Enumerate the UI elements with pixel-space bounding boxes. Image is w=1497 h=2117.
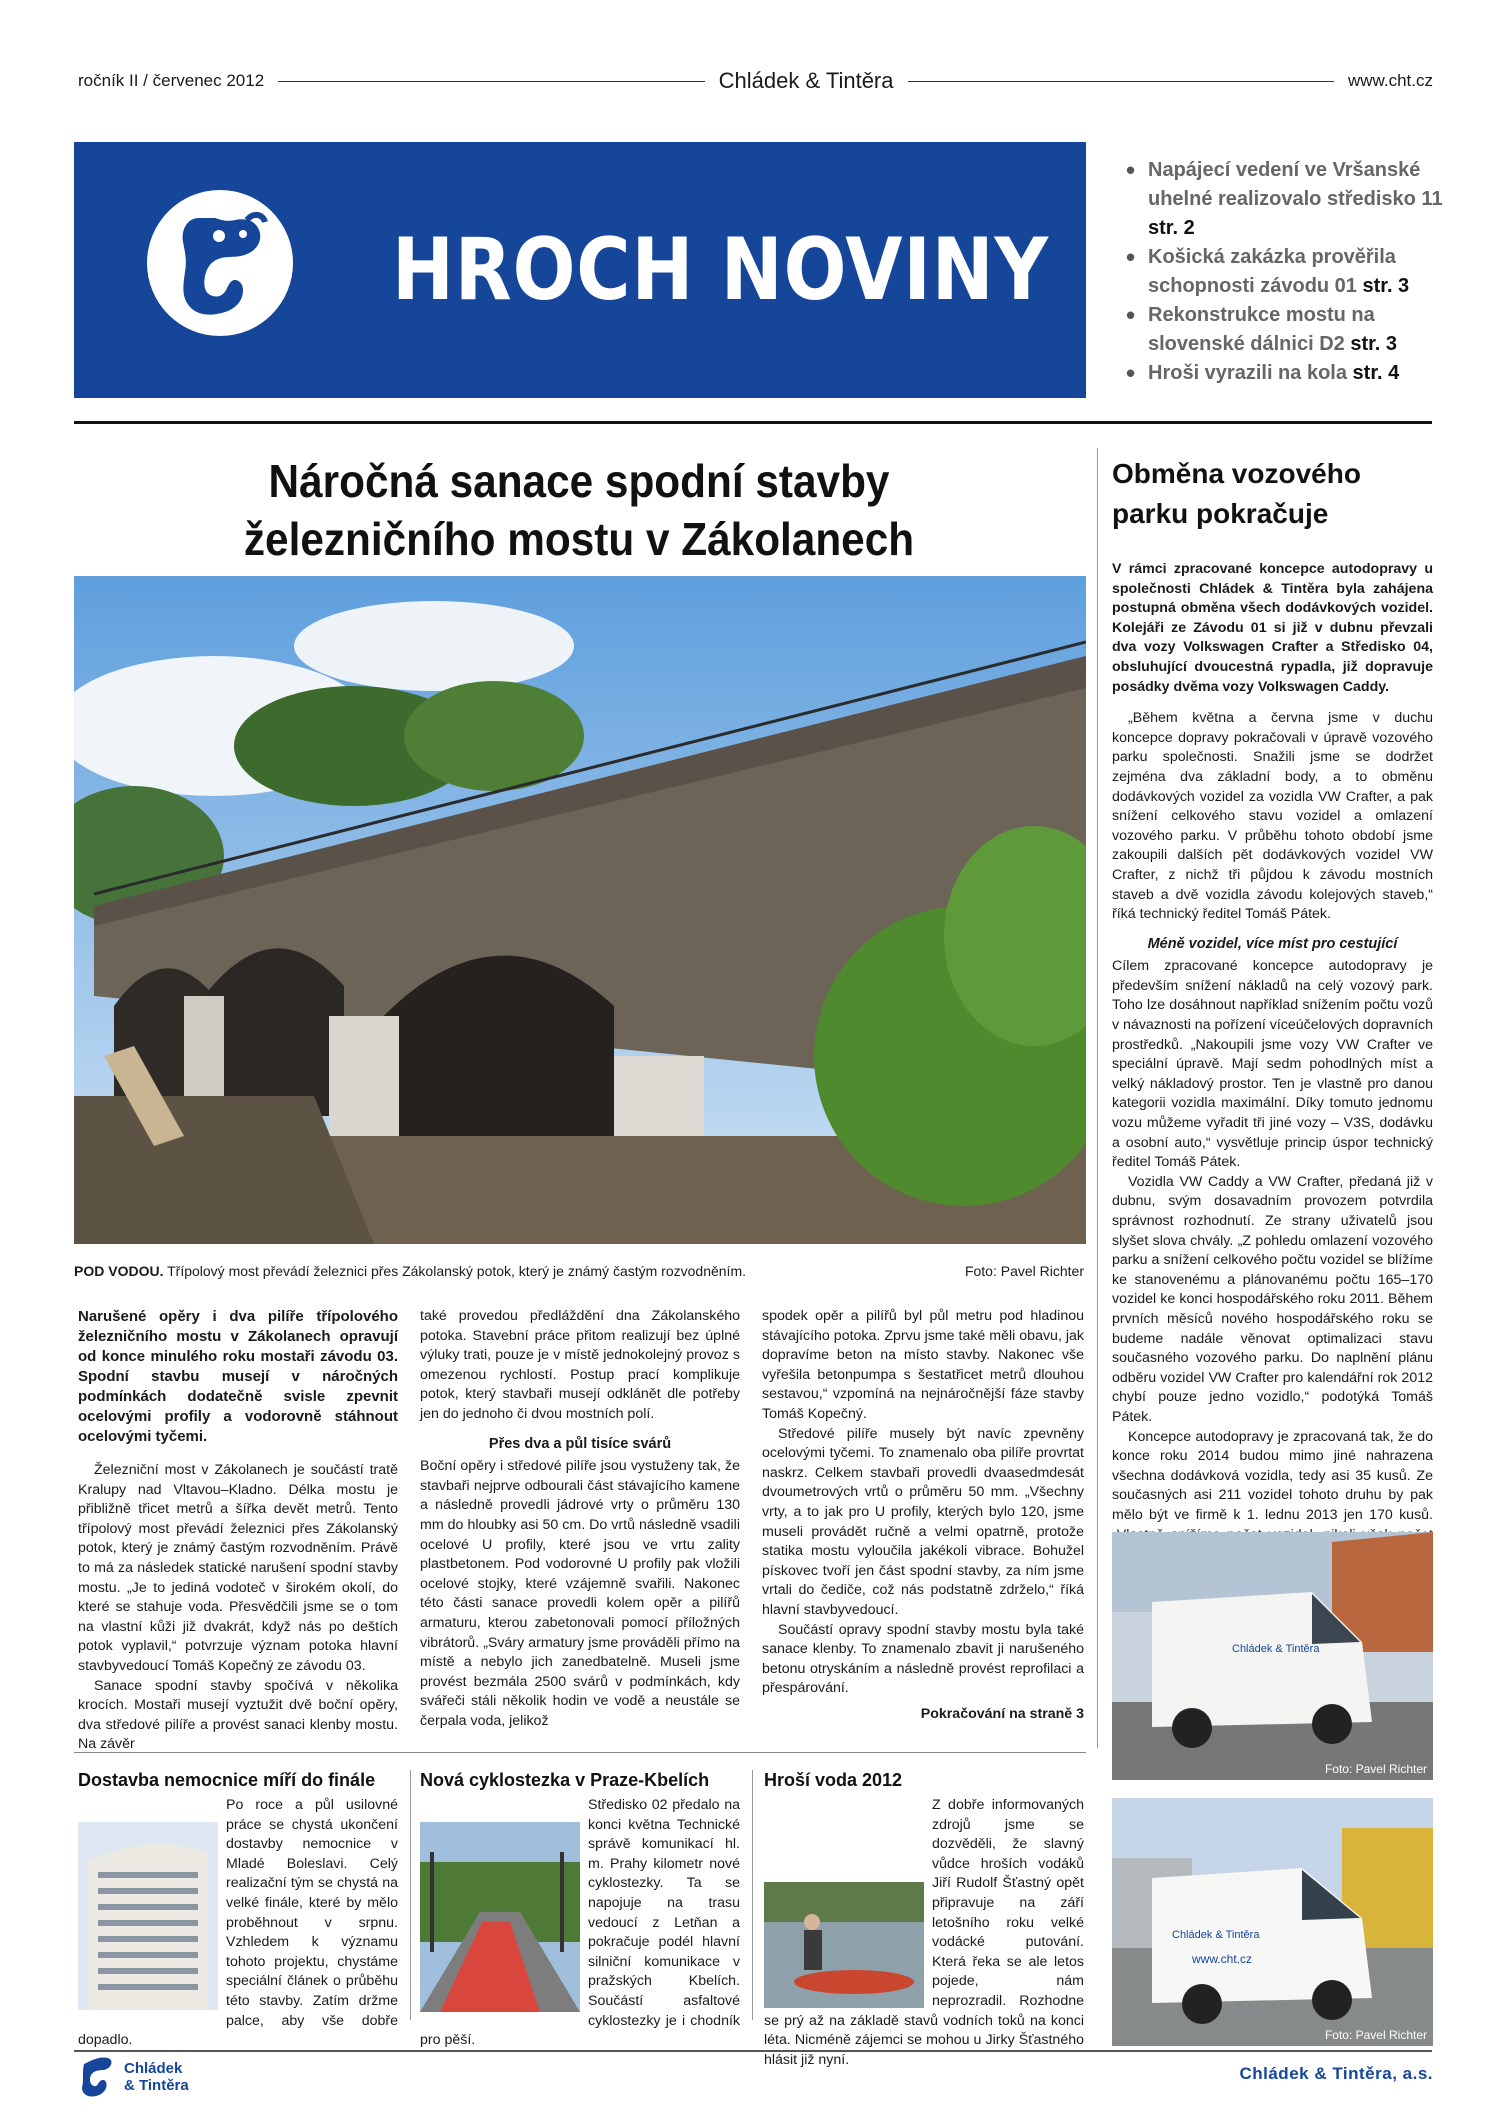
hospital-text: Po roce a půl usilovné práce se chystá ukončení dostavby nemocnice v Mladé Boleslavi. Celý realizační tým se chystá na velké finále, které by mělo proběhnout v srpnu. Vzhledem k významu tohoto projektu, chystáme speciální článek o průběhu této stavby. Zatím držme palce, aby vše dobře dopadlo. [78, 1797, 398, 2049]
toc-list [1118, 156, 1448, 388]
toc-item[interactable]: • Košická zakázka prověřila schopnosti závodu 01 str. 3 [1118, 243, 1448, 301]
sidebar-intro: V rámci zpracované koncepce autodopravy u společnosti Chládek & Tintěra byla zahájena postupná obměna všech dodávkových vozidel. Kolejáři ze Závodu 01 si již v dubnu převzali dva vozy Volkswagen Crafter a Středisko 04, obsluhující dvoucestná rypadla, již dopravuje posádky dvěma vozy Volkswagen Caddy. [1112, 561, 1433, 695]
footer-logo-text: Chládek & Tintěra [124, 2060, 189, 2094]
website-link[interactable]: www.cht.cz [1347, 71, 1433, 90]
van-url: www.cht.cz [1192, 1952, 1253, 1966]
column-rule [1097, 448, 1098, 1748]
paragraph: Součástí opravy spodní stavby mostu byla také sanace klenby. To znamenalo zbavit ji narušeného betonu otryskáním a následně provést reprofilaci a přespárování. [762, 1621, 1084, 1697]
toc-item[interactable]: • Rekonstrukce mostu na slovenské dálnici D2 str. 3 [1118, 301, 1448, 359]
divider [278, 81, 704, 82]
footer-logo [78, 2056, 189, 2098]
paragraph: Boční opěry i středové pilíře jsou vystuženy tak, že stavbaři nejprve odbourali část stávajícího kamene a následně provedli jádrové vrty o průměru 130 mm do hloubky asi 50 cm. Do vrtů následně vsadili ocelové U profily, které jsou ve vrtu zality plastbetonem. Pod vodorovné U profily pak vložili ocelové stojky, které vzájemně svařili. Nakonec této části sanace provedli kolem opěr a pilířů armaturu, kterou zabetonovali pomocí příložných vibrátorů. „Sváry armatury jsme prováděli přímo na místě a nebylo jich zanedbatelně. Museli jsme provést bezmála 2500 svárů v podmínkách, kdy svářeči stáli několik hodin ve vodě a neustále se čerpala voda, jelikož [420, 1458, 740, 1729]
masthead [74, 142, 1086, 398]
toc-page: str. 4 [1352, 362, 1400, 384]
lead-headline: Náročná sanace spodní stavby železničního mostu v Zákolanech [243, 455, 915, 565]
section-rule [74, 421, 1432, 424]
bridge-photo [74, 576, 1086, 1244]
footer-rule [74, 2050, 1432, 2052]
lead-column-1 [78, 1307, 398, 1755]
hippo-water-text: Z dobře informovaných zdrojů jsme se dozvěděli, že slavný vůdce hroších vodáků Jiří Rudolf Šťastný opět připravuje na září letošního roku velké vodácké putování. Která řeka se ale letos pojede, nám neprozradil. Rozhodne se prý až na základě stavů vodních toků na konci léta. Nicméně zájemci se mohou u Jirky Šťastného hlásit již nyní. [764, 1797, 1084, 2068]
masthead-title: HROCH NOVINY [392, 220, 1049, 320]
paragraph: Sanace spodní stavby spočívá v několika krocích. Mostaři musejí vyztužit dvě boční opěry, dva středové pilíře a provést sanaci klenby mostu. Na závěr [78, 1677, 398, 1753]
hospital-headline: Dostavba nemocnice míří do finále [78, 1770, 376, 1790]
paragraph: spodek opěr a pilířů byl půl metru pod hladinou stávajícího potoka. Zprvu jsme také měli obavu, jak dopravíme beton na místo stavby. Nakonec vše vyřešila betonpumpa s šestatřicet metrů dlouhou sestavou,“ vzpomíná na nejnáročnější fáze stavby Tomáš Kopečný. [762, 1308, 1084, 1422]
van-label: Chládek & Tintěra [1232, 1643, 1320, 1655]
issue-info: ročník II / červenec 2012 [78, 71, 265, 90]
continue-link[interactable]: Pokračování na straně 3 [920, 1705, 1084, 1722]
caption-text: Třípolový most převádí železnici přes Zákolanský potok, který je známý častým rozvodněním. [163, 1263, 746, 1279]
toc-page: str. 3 [1362, 275, 1410, 297]
toc-page: str. 2 [1148, 217, 1195, 239]
van-label: Chládek & Tintěra [1172, 1929, 1260, 1941]
lead-column-2 [420, 1307, 740, 1731]
paragraph: také provedou předláždění dna Zákolanského potoka. Stavební práce přitom realizují bez úplné výluky trati, pouze je v místě jednokolejný provoz s omezenou rychlostí. Postup prací komplikuje potok, který stavbaři musejí odklánět dle potřeby jen do jednoho či dvou mostních polí. [420, 1308, 740, 1422]
toc-page: str. 3 [1350, 333, 1398, 355]
section-rule [74, 1752, 1086, 1753]
toc-item[interactable]: • Hroši vyrazili na kola str. 4 [1118, 359, 1448, 388]
sidebar-article [1112, 560, 1433, 1565]
divider [908, 81, 1334, 82]
sidebar-headline: Obměna vozového parku pokračuje [1112, 458, 1361, 529]
lead-intro: Narušené opěry i dva pilíře třípolového železničního mostu v Zákolanech opravují od konce minulého roku mostaři závodu 03. Spodní stavbu musejí v náročných podmínkách dodatečně svisle zpevnit ocelovými profily a vodorovně stáhnout ocelovými tyčemi. [78, 1308, 398, 1445]
hippo-water-headline: Hroší voda 2012 [764, 1770, 903, 1790]
photo-caption [74, 1263, 1084, 1279]
footer-company: Chládek & Tintěra, a.s. [1239, 2064, 1433, 2083]
paragraph: Cílem zpracované koncepce autodopravy je především snížení nákladů na celý vozový park. Toho lze dosáhnout například snížením počtu vozů v návaznosti na pořízení víceúčelových dopravních prostředků. „Nakoupili jsme vozy VW Crafter ve speciální úpravě. Mají sedm pohodlných míst a velký nákladový prostor. Ten je vlastně pro danou kategorii vozidla maximální. Díky tomuto jednomu vozu můžeme vyřadit tři jiné vozy – V3S, dodávku a osobní auto,“ vysvětluje princip úspor technický ředitel Tomáš Pátek. [1112, 958, 1433, 1171]
van-photo [1112, 1532, 1433, 1780]
cycle-path-headline: Nová cyklostezka v Praze-Kbelích [420, 1770, 710, 1790]
column-rule [752, 1770, 753, 2020]
top-strip [78, 68, 1433, 94]
lead-column-3 [762, 1307, 1084, 1724]
paragraph: Koncepce autodopravy je zpracovaná tak, že do konce roku 2014 budou mimo jiné nahrazena všechna dodávková vozidla, tedy asi 35 kusů. Ze současných asi 211 vozidel tohoto druhu by pak mělo být ve firmě k 1. lednu 2013 jen 170 kusů. [1112, 1428, 1433, 1523]
company-name: Chládek & Tintěra [718, 68, 894, 93]
toc-item[interactable]: • Napájecí vedení ve Vršanské uhelné realizovalo středisko 11 str. 2 [1118, 156, 1448, 243]
hippo-logo-icon [78, 2056, 116, 2098]
van-photo [1112, 1798, 1433, 2046]
paragraph: Železniční most v Zákolanech je součástí tratě Kralupy nad Vltavou–Kladno. Délka mostu je přibližně třicet metrů a šířka devět metrů. Tento třípolový most převádí železnici přes Zákolanský potok, který je známý častým rozvodněním. Právě to má za následek statické narušení spodní stavby mostu. „Je to jediná vodoteč v širokém okolí, do které se stahuje voda. Přesvědčili jsme se o tom na vlastní kůži již dvakrát, když nás po deštích potok vyplavil,“ potvrzuje význam potoka hlavní stavbyvedoucí Tomáš Kopečný ze závodu 03. [78, 1462, 398, 1674]
hippo-logo-icon [147, 190, 293, 336]
photo-credit: Foto: Pavel Richter [1324, 1762, 1427, 1776]
caption-label: POD VODOU. [74, 1263, 164, 1279]
cycle-path-text: Středisko 02 předalo na konci května Technické správě komunikací hl. m. Prahy kilometr nové cyklostezky. Ta se napojuje na trasu vedoucí z Letňan a pokračuje podél hlavní silniční komunikace v pražských Kbelích. Součástí asfaltové cyklostezky je i chodník pro pěší. [420, 1797, 740, 2049]
subheading: Méně vozidel, více míst pro cestující [1147, 935, 1398, 952]
paragraph: „Během května a června jsme v duchu koncepce dopravy pokračovali v úpravě vozového parku společnosti. Snažili jsme se dodržet zejména dva základní body, a to obměnu dodávkových vozidel za vozidla VW Crafter, a pak snížení celkového stavu vozidel a omlazení vozového parku. V průběhu tohoto období jsme zakoupili dalších pět dodávkových vozidel VW Crafter, z nichž tři půjdou k závodu mostních staveb a dvě vozidla závodu kolejových staveb,“ říká technický ředitel Tomáš Pátek. [1112, 710, 1433, 923]
photo-credit: Foto: Pavel Richter [1324, 2028, 1427, 2042]
paragraph: Středové pilíře musely být navíc zpevněny ocelovými tyčemi. To znamenalo oba pilíře provrtat naskrz. Celkem stavbaři provedli dvaasedmdesát dvoumetrových vrtů o průměru 50 mm. „Všechny vrty, a to jak pro U profily, kterých bylo 120, jsme museli provádět ručně a velmi opatrně, protože statika mostu vyloučila jakékoli vibrace. Bohužel pískovec tvoří jen část spodní stavby, za ním jsme vrtali do čediče, což nás podstatně zdrželo,“ říká hlavní stavbyvedoucí. [762, 1425, 1084, 1618]
column-rule [410, 1770, 411, 2020]
subheading: Přes dva a půl tisíce svárů [488, 1435, 672, 1452]
photo-credit: Foto: Pavel Richter [964, 1263, 1084, 1279]
paragraph: Vozidla VW Caddy a VW Crafter, předaná již v dubnu, svým dosavadním provozem potvrdila správnost rozhodnutí. Ze strany uživatelů jsou slyšet slova chvály. „Z pohledu omlazení vozového parku a snížení celkového počtu vozidel se blížíme ke stanovenému a plánovanému počtu 165–170 vozidel ke konci hospodářského roku 2011. Během prvních měsíců nového hospodářského roku se budeme nadále věnovat optimalizaci stavu současného vozového parku. Do naplnění plánu odběru vozidel VW Crafter pro kalendářní rok 2012 chybí pouze jedno vozidlo,“ podotýká Tomáš Pátek. [1112, 1173, 1433, 1425]
